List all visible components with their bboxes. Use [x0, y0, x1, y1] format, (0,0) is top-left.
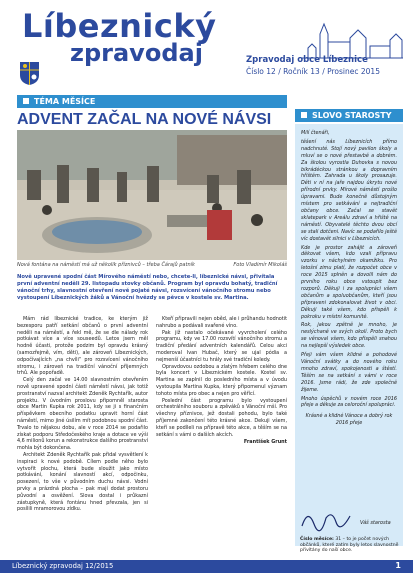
paragraph: Přeji vám všem klidné a pohodové Vánoční svátky a do nového roku mnoho zdraví, spokojenosti a štěstí. Těším se na setkání s vámi v roce 2016. Jsme rádi, že zde společně žijeme. [301, 352, 397, 393]
article-column-1 [17, 316, 148, 513]
footer [0, 560, 413, 587]
paragraph: Celý den začal ve 14.00 slavnostním otevřením nově upravené spodní části náměstí návsi, jak totiž prostranství nazval architekt Zdeněk Rychtařík, autor projektu. V úvodním proslovu připomněl starosta obce Martin Kupka rok 2011, kdy se ji s finančním příspěvkem obecního podatku upravit horní část náměstí, mimo jiné úsilím mít podobnou spodní část. Trvalo to nějakou dobu, ale v roce 2014 se podařilo získat podporu Středočeského kraje a dotace ve výši 4,6 milionů korun a rekonstrukce dalšího prostranství mohla být dokončena. [17, 377, 148, 452]
title-line-2: zpravodaj [70, 39, 203, 67]
caption-text: Nová fontána na náměstí má už několik příznivců – třeba Čárajů patník [17, 262, 195, 268]
number-of-month [300, 537, 400, 554]
paragraph: Rok, jakou zpětně je mnoho, je neslýchaně ve svých okolí. Proto bych se věnoval všem, kdo přispěli snahou na nejlepší výsledek obce. [301, 322, 397, 350]
signatory: Váš starosta [360, 520, 391, 526]
mayor-letter [301, 130, 397, 429]
section-header-starosta [295, 109, 403, 122]
section-title: SLOVO STAROSTY [312, 111, 392, 120]
note-text: 31 – to je počet nových občánků, které zatím byly letos slavnostně přivítány do naší obce. [300, 537, 399, 554]
masthead [0, 0, 413, 92]
paragraph: těšení nás Líbeznicích přímo nadchnuté. Stojí nový pavilon školy a mluví se o nové přestavbě a dobrém. Za školou vyrostla Duhovka s novou bikrádéckou stránkou a dopravním hřištěm. Zahrada u školy prosazuje. Děti v ní na jaře najdou úkrytu nové přírodní prvky. Mírové náměstí prošlo úpravami. Bude konečně důstojným místem pro setkávání a nejtradiční občany obce. Začal se stavět sklatepark v Areálu zdraví a hřiště na náměstí. Obyvatelé těchto dvou obcí se stali dotčeni. Navíc se podařilo ještě víc dostavět silnici v Líbeznicích. [301, 138, 397, 242]
greeting: Krásné a klidné Vánoce a dobrý rok 2016 přeje [305, 413, 393, 427]
paragraph: Opravdovou ozdobou a zlatým hřebem celého dne byla koncert v Líbeznickém kostele. Kostel sv. Martina se zaplnil do posledního místa a v úvodu vystoupila Martina Kupka, který připomenul význam tohoto místa pro obec a nejen pro věřící. [156, 363, 287, 397]
section-header-tema [17, 95, 287, 108]
square-bullet-icon [23, 98, 29, 104]
footer-publication: Líbeznický zpravodaj 12/2015 [12, 562, 114, 570]
village-skyline-icon [300, 20, 405, 60]
page-number: 1 [395, 561, 401, 570]
footer-bar [0, 560, 413, 573]
paragraph: Kde je prostor zahájit a zároveň děkovat všem, kdo vzali přípravu vzorku v náchylném okamžiku. Pro letošní zimu platí, že rozpočet obce v roce 2015 splněn a dovolil nám do prvního roku obce vstoupit bez rozporů. Děkuji i za spolupráci všem občanům a spoluobčanům, kteří jsou připraveni zdokonalovat život v obci. Děkuji také všem, kdo přispěli k pokroku v místní komunitě. [301, 244, 397, 320]
paragraph: Milí čtenáři, [301, 130, 330, 136]
masthead-subtitle: Zpravodaj obce Líbeznice [246, 55, 368, 65]
photo-credit: Foto Vladimír Mikoláš [233, 262, 287, 268]
signature-image [300, 506, 355, 532]
square-bullet-icon [301, 112, 307, 118]
masthead-issue: Číslo 12 / Ročník 13 / Prosinec 2015 [246, 67, 380, 76]
section-title: TÉMA MĚSÍCE [34, 97, 96, 106]
paragraph: Pak již nastalo očekávané vyvrcholení celého programu, kdy ve 17.00 rozsvítí vánočního stromu a tradiční předání adventních kalendářů. Celou akci moderoval Ivan Hubač, který se ujal pódia a nejmenší účastníci tu hrály své tradiční koledy. [156, 329, 287, 363]
paragraph: Mnoho úspěchů v novém roce 2016 přeje a děkuje za celoroční spolupráci. [301, 395, 397, 409]
note-label: Číslo měsíce: [300, 537, 334, 542]
coat-of-arms-icon [20, 62, 39, 85]
article-headline: ADVENT ZAČAL NA NOVÉ NÁVSI [17, 111, 272, 128]
paragraph: Kteří připravili nejen oběd, ale i průhandu hodnotit nahrubo a podávali svařené víno. [156, 316, 287, 329]
article-column-2 [156, 316, 287, 446]
paragraph: Poslední část programu bylo vystoupení orchestrálního souboru a zpěváků s Vánoční mší. Pro všechny příznivce, jež dostali pohodu, bylo také příjemné zakončení této krásné akce. Dekuji všem, kteří se podíleli na přípravě této akce, a těším se na setkání s vámi o dalších akcích. [156, 397, 287, 438]
article-photo [17, 130, 287, 260]
paragraph: Architekt Zdeněk Rychtařík pak přidal vysvětlení k inspiraci k nové podobě. Cílem podle něho bylo vytvořit plochu, která bude sloužit jako místo potkávání, konání slavností akcí, odpočinku, posezení, to vše v původním duchu návsi. Vodní prvky a prázdná plocha – pak mají dodat prostoru původní a osvěžení. Slova dostal i průkazní zástupkyně, která fontánu hned převzala, jen si posílili mramorovou zídku. [17, 451, 148, 513]
photo-caption [17, 262, 287, 268]
article-author: František Grunt [243, 439, 287, 446]
paragraph: Mám rád líbeznické tradice, ke kterým již bezesporu patří setkání občanů o první adventní neděli na náměstí, a řekl mě, že se dle nálady rok potkávat více a více souseedů. Letos jsem měl hodně účasti, protože podzim byl opravdu krásný (samozřejmě, vím, děti), ale zároveň Líbeznických, odpočívajících „na chvíli“ pro rozsvícení vánočního stromu, i zároveň na tradiční vánoční příjemných trhů. Ale popořadě. [17, 316, 148, 377]
title-line-1: Líbeznický [22, 7, 217, 45]
mayor-column-box [295, 124, 403, 546]
article-lead: Nově upravené spodní část Mírového náměstí nebo, chcete-li, líbeznické návsi, přivítala první adventní neděli 29. listopadu stovky občanů. Program byl opravdu bohatý, tradiční vánoční trhy, slavnostní otevření nově pojaté návsi, rozsvícení vánočního stromu nebo vystoupení Líbeznických žáků a Vánoční hvězdy se pěvce v kostele sv. Martina. [17, 274, 278, 301]
